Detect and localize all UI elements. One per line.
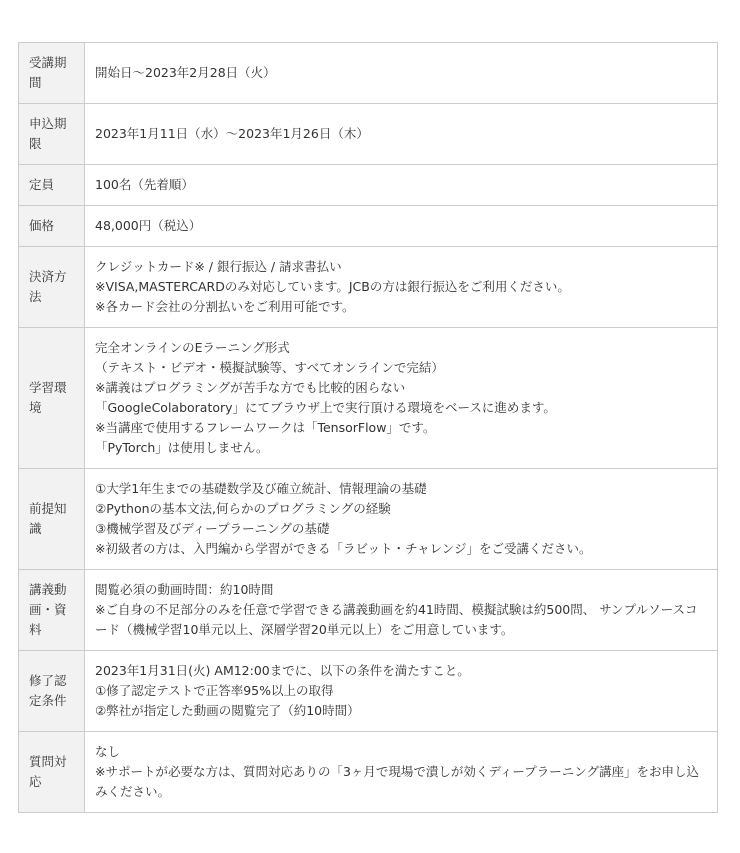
table-row xyxy=(19,570,718,651)
value-line: ※サポートが必要な方は、質問対応ありの「3ヶ月で現場で潰しが効くディープラーニング講座」をお申し込みください。 xyxy=(95,764,700,799)
table-row xyxy=(19,43,718,104)
value-line: 完全オンラインのEラーニング形式 xyxy=(95,340,290,355)
table-row xyxy=(19,651,718,732)
row-label: 決済方法 xyxy=(19,247,85,328)
row-value xyxy=(85,247,718,328)
value-line: ②Pythonの基本文法,何らかのプログラミングの経験 xyxy=(95,501,391,516)
table-row xyxy=(19,206,718,247)
value-line: 「GoogleColaboratory」にてブラウザ上で実行頂ける環境をベースに進めます。 xyxy=(95,400,556,415)
row-value xyxy=(85,651,718,732)
row-label: 前提知識 xyxy=(19,469,85,570)
row-value xyxy=(85,732,718,813)
table-row xyxy=(19,328,718,469)
value-line: 100名（先着順） xyxy=(95,177,194,192)
value-line: ※初級者の方は、入門編から学習ができる「ラビット・チャレンジ」をご受講ください。 xyxy=(95,541,592,556)
row-label: 修了認定条件 xyxy=(19,651,85,732)
value-line: ※各カード会社の分割払いをご利用可能です。 xyxy=(95,299,355,314)
value-line: ③機械学習及びディープラーニングの基礎 xyxy=(95,521,330,536)
value-line: ①大学1年生までの基礎数学及び確立統計、情報理論の基礎 xyxy=(95,481,427,496)
course-info-table xyxy=(18,42,718,813)
row-value xyxy=(85,165,718,206)
value-line: 2023年1月31日(火) AM12:00までに、以下の条件を満たすこと。 xyxy=(95,663,470,678)
row-label: 価格 xyxy=(19,206,85,247)
value-line: ②弊社が指定した動画の閲覧完了（約10時間） xyxy=(95,703,360,718)
row-label: 申込期限 xyxy=(19,104,85,165)
table-row xyxy=(19,469,718,570)
value-line: 「PyTorch」は使用しません。 xyxy=(95,440,269,455)
table-row xyxy=(19,732,718,813)
value-line: 閲覧必須の動画時間：約10時間 xyxy=(95,582,274,597)
row-value xyxy=(85,328,718,469)
value-line: ※ご自身の不足部分のみを任意で学習できる講義動画を約41時間、模擬試験は約500問、 サンプルソースコード（機械学習10単元以上、深層学習20単元以上）をご用意しています。 xyxy=(95,602,698,637)
value-line: ※講義はプログラミングが苦手な方でも比較的困らない xyxy=(95,380,406,395)
row-label: 学習環境 xyxy=(19,328,85,469)
row-value xyxy=(85,43,718,104)
table-row xyxy=(19,165,718,206)
row-label: 講義動画・資料 xyxy=(19,570,85,651)
table-row xyxy=(19,104,718,165)
row-value xyxy=(85,206,718,247)
table-row xyxy=(19,247,718,328)
value-line: （テキスト・ビデオ・模擬試験等、すべてオンラインで完結） xyxy=(95,360,444,375)
value-line: 2023年1月11日（水）～2023年1月26日（木） xyxy=(95,126,369,141)
value-line: ※当講座で使用するフレームワークは「TensorFlow」です。 xyxy=(95,420,436,435)
value-line: ①修了認定テストで正答率95%以上の取得 xyxy=(95,683,334,698)
row-value xyxy=(85,469,718,570)
value-line: 開始日～2023年2月28日（火） xyxy=(95,65,276,80)
row-label: 定員 xyxy=(19,165,85,206)
row-value xyxy=(85,570,718,651)
value-line: ※VISA,MASTERCARDのみ対応しています。JCBの方は銀行振込をご利用ください。 xyxy=(95,279,570,294)
row-label: 質問対応 xyxy=(19,732,85,813)
row-value xyxy=(85,104,718,165)
value-line: 48,000円（税込） xyxy=(95,218,202,233)
row-label: 受講期間 xyxy=(19,43,85,104)
value-line: なし xyxy=(95,744,121,759)
value-line: クレジットカード※ / 銀行振込 / 請求書払い xyxy=(95,259,342,274)
